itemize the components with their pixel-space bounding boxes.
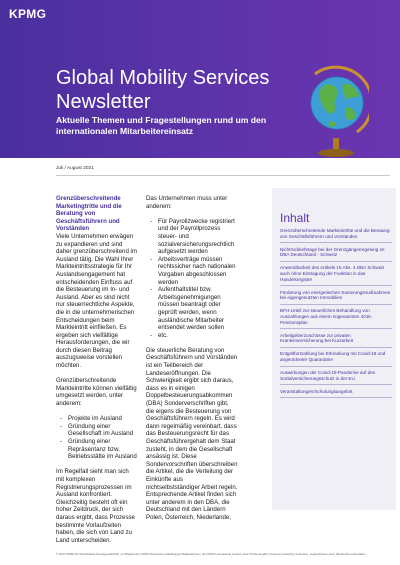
list-item: - Projekte im Ausland <box>56 415 137 423</box>
article-heading: Grenzüberschreitende Marketingtritte und die Beratung von Geschäftsführern und Vorständen <box>56 195 122 233</box>
newsletter-subtitle: Aktuelle Themen und Fragestellungen rund um den internationalen Mitarbeitereinsatz <box>56 115 267 136</box>
globe-icon <box>305 56 369 158</box>
toc-item[interactable]: Entgeltfortzahlung bei Erkrankung mit Covid-19 und angeordneter Quarantäne <box>280 351 392 366</box>
list-item: - Aufenthaltstitel bzw. Arbeitsgenehmigungen müssen beantragt oder geprüft werden, wenn ausländische Mitarbeiter entsendet werden sollen <box>146 286 238 332</box>
article-paragraph: Die steuerliche Beratung von Geschäftsführern und Vorständen ist ein Teilbereich der Landeseröffnungen. Die Schwierigkeit ergibt sich daraus, dass es in einigen Doppelbesteuerungsabkommen (DBA) Sonderverschriften gibt, die eigens die Besteuerung von Geschäftsführern regeln. Es wird dann regelmäßig vereinbart, dass das Besteuerungsrecht für das Geschäftsführergehalt dem Staat zusteht, in dem die Gesellschaft ansässig ist. Diese Sondervorschriften überschreiben die Artikel, die die Verteilung der Einkünfte aus nichtselbstständiger Arbeit regeln. Entsprechende Artikel finden sich unter anderem in den DBA, die Deutschland mit den Ländern Polen, Österreich, Niederlande, <box>146 346 238 521</box>
table-of-contents <box>280 228 392 402</box>
toc-item[interactable]: Förderung von energetischen Sanierungsmaßnahmen bei eigengenutzten Immobilien <box>280 290 392 305</box>
newsletter-title: Global Mobility Services Newsletter <box>56 67 270 113</box>
article-paragraph: Im Regelfall sieht man sich mit komplexen Registrierungsprozessen im Ausland konfrontiert. Gleichzeitig besteht oft ein hoher Zeitdruck, der sich daraus ergibt, dass Prozesse bestimmte Vorlaufzeiten haben, die sich von Land zu Land unterscheiden. <box>56 468 135 544</box>
article-paragraph: Grenzüberschreitende Markteintritte können vielfältig umgesetzt werden, unter anderem: <box>56 377 137 408</box>
list-item: - etc. <box>146 332 238 340</box>
article-list <box>146 218 238 340</box>
article-paragraph: Viele Unternehmen erwägen zu expandieren und sind daher grenzüberschreitend im Ausland tätig. Die Wahl Ihrer Markteintrittsstrategie für Ihr Auslandsengagement hat entscheidenden Einfluss auf die Besteuerung im In- und Ausland. Aber es sind nicht nur steuerrechtliche Aspekte, die in die unternehmerischen Entscheidungen beim Markteintritt einfließen. Es ergeben sich vielfältige Herausforderungen, die wir durch diesen Beitrag auszugsweise vorstellen möchten. <box>56 232 137 370</box>
list-item: - Für Payrollzwecke registriert und der Payrollprozess steuer- und sozialversicherungsrechtlich aufgesetzt werden <box>146 218 238 256</box>
copyright-footer: © 2021 KPMG AG Wirtschaftsprüfungsgesellschaft, ein Mitglied des KPMG-Netzwerks unabhängiger Mitgliedsfirmen, die KPMG International Limited, einer Private English Company Limited by Guarantee, angeschlossen sind. Alle Rechte vorbehalten. <box>56 552 367 556</box>
toc-item[interactable]: Anwendbarkeit des Artikels 15 Abs. 4 DBA Schweiz auch ohne Eintragung der Funktion in das Handelsregister <box>280 265 392 286</box>
article-paragraph: Das Unternehmen muss unter anderem: <box>146 195 228 210</box>
list-item: - Gründung einer Repräsentanz bzw. Betriebsstätte im Ausland <box>56 438 137 461</box>
toc-item[interactable]: Veranstaltungen/Schulungsangebot <box>280 389 392 399</box>
toc-item[interactable]: Nichtrückkehrtage bei der Grenzgängerregelung im DBA Deutschland - Schweiz <box>280 247 392 262</box>
toc-heading: Inhalt <box>280 211 310 225</box>
list-item: - Gründung einer Gesellschaft im Ausland <box>56 423 137 438</box>
list-item: - Arbeitsverträge müssen rechtssicher nach nationalen Vorgaben abgeschlossen werden <box>146 256 238 286</box>
issue-date: Juli / August 2021 <box>56 166 94 171</box>
toc-item[interactable]: Auswirkungen der Covid-19-Pandemie auf den Sozialversicherungsschutz in der EU <box>280 370 392 385</box>
toc-item[interactable]: Grenzüberschreitende Markteintritte und die Beratung von Geschäftsführern und Vorständen <box>280 228 392 243</box>
article-list <box>56 415 137 461</box>
toc-item[interactable]: Arbeitgeberzuschüsse zur privaten Krankenversicherung bei Kurzarbeit <box>280 333 392 348</box>
article-column-2 <box>146 195 238 529</box>
toc-item[interactable]: BFH-Urteil zur steuerlichen Behandlung von Auszahlungen aus einem sogenannten 401k-Pensionsplan <box>280 308 392 329</box>
article-column-1 <box>56 195 137 552</box>
divider <box>56 175 390 176</box>
header-banner <box>0 0 400 158</box>
kpmg-logo: KPMG <box>9 7 47 21</box>
